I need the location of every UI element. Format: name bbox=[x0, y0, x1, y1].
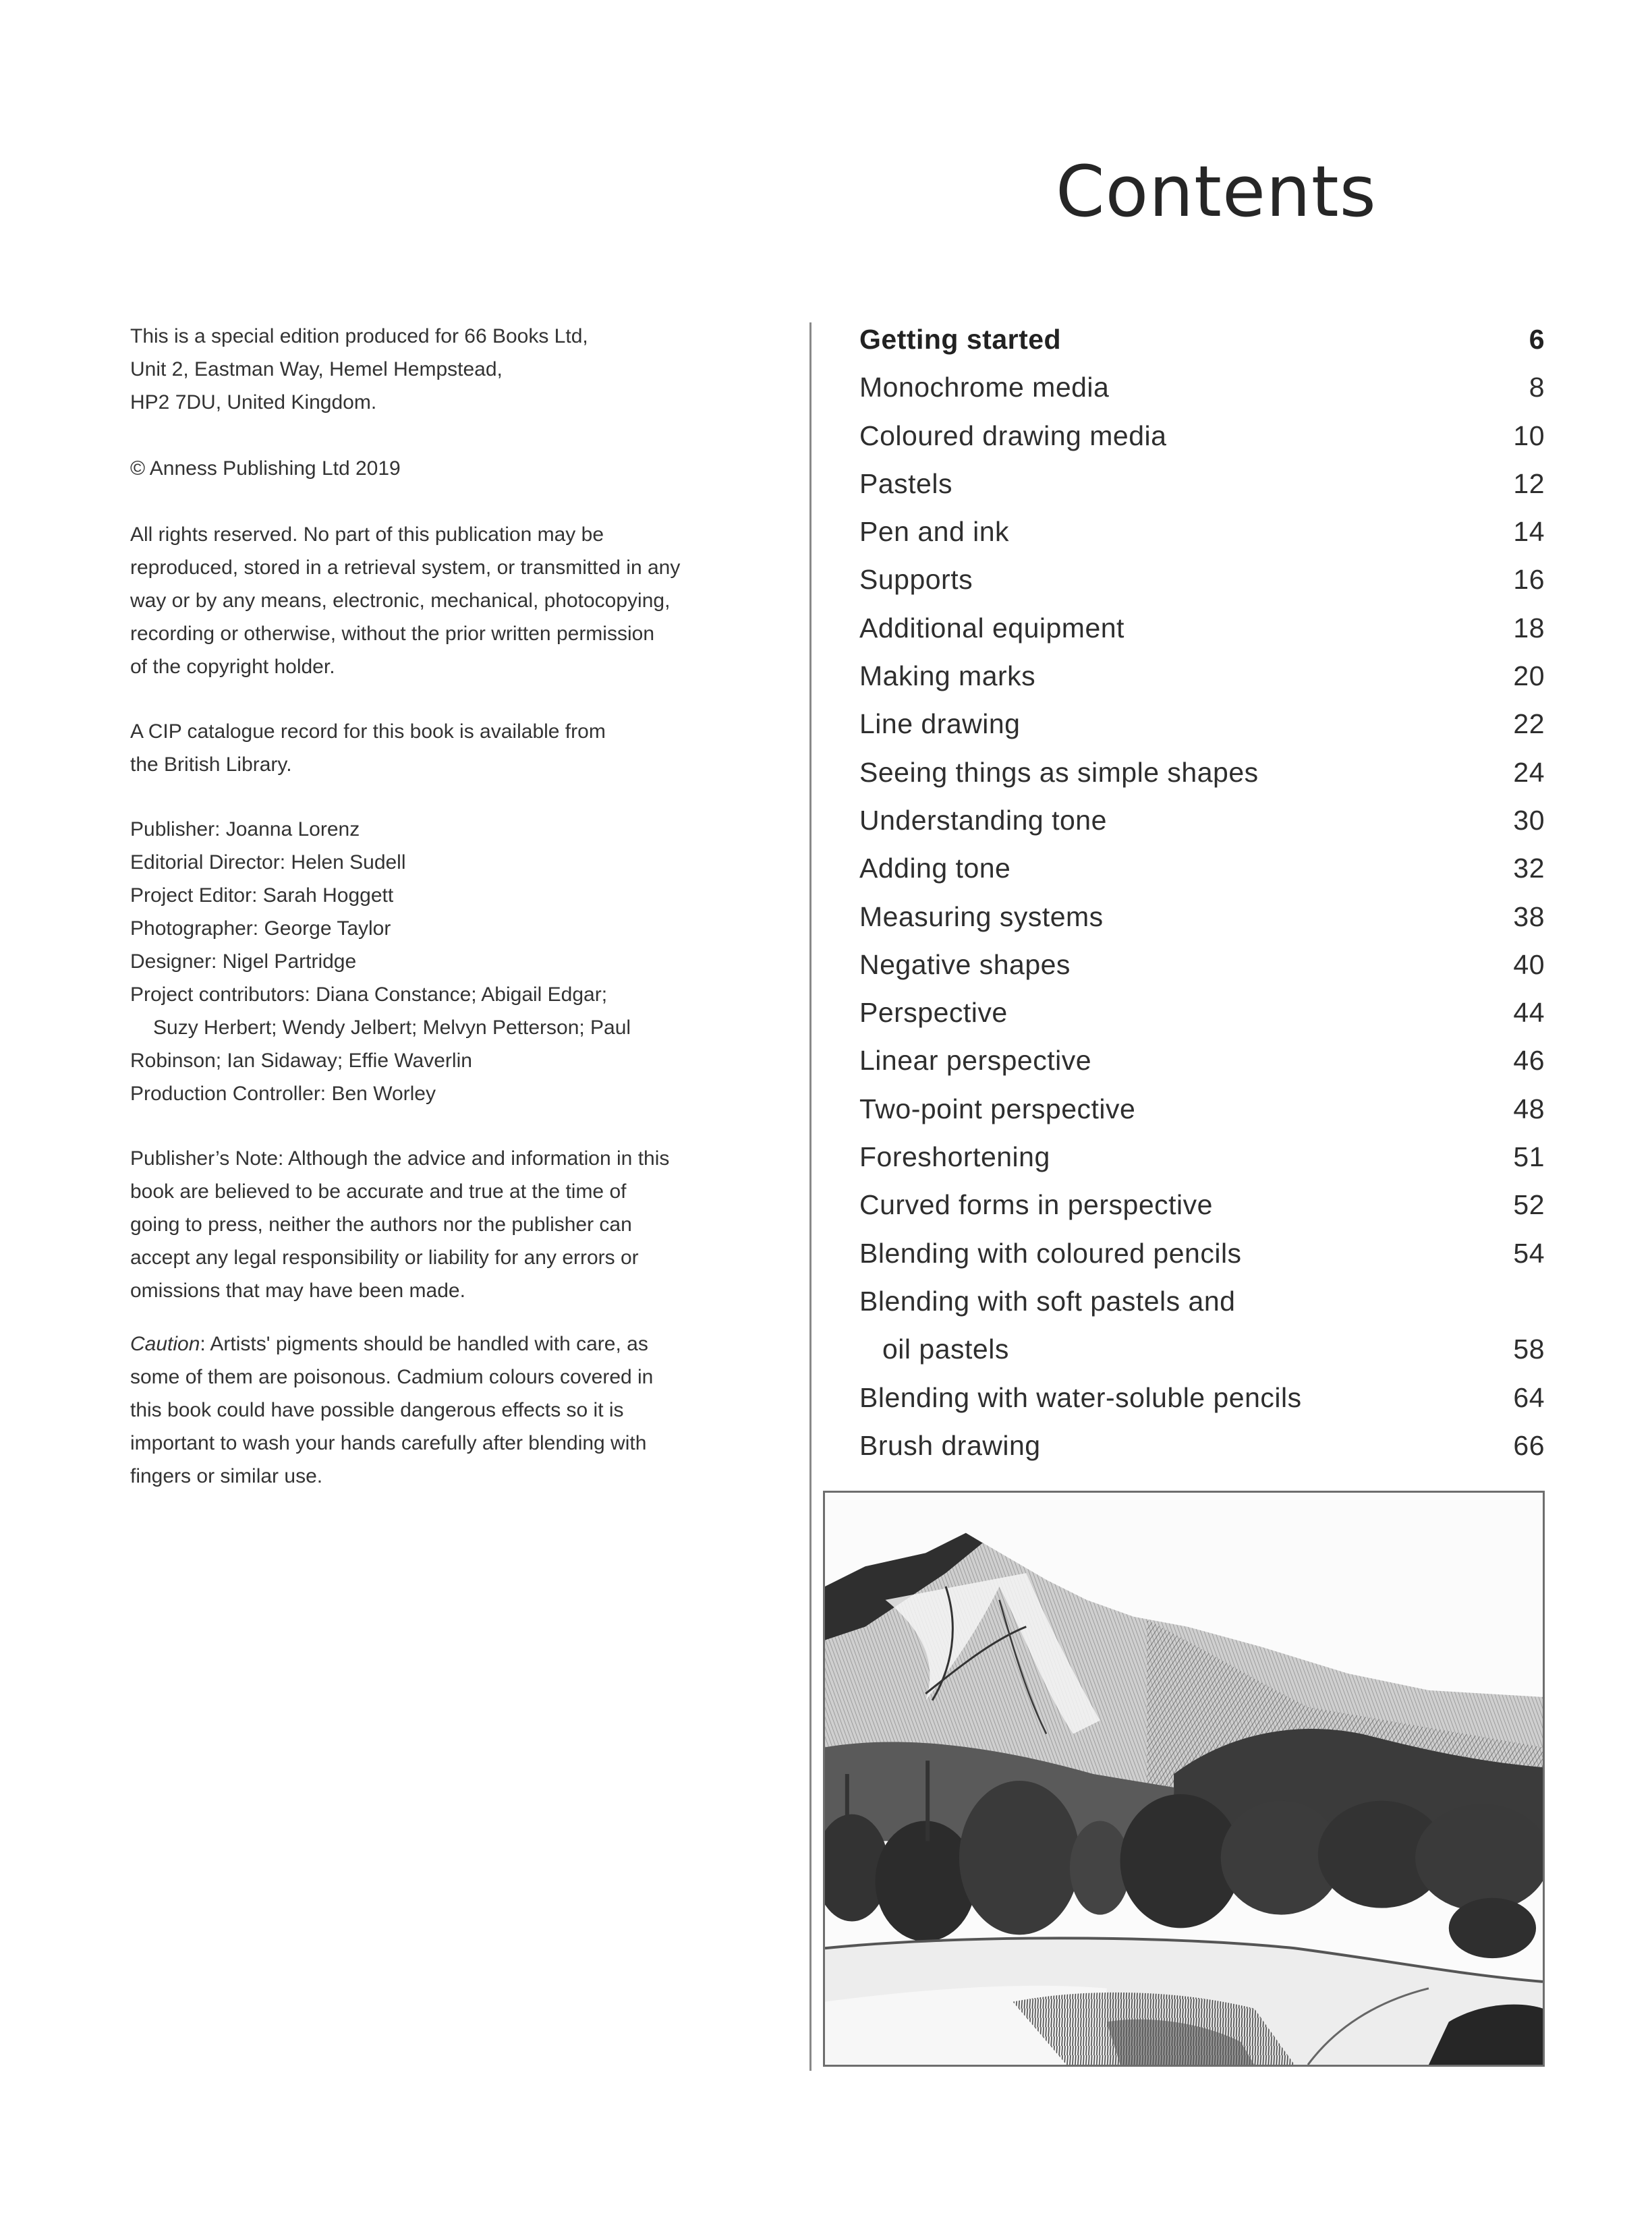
credit-line: Production Controller: Ben Worley bbox=[130, 1083, 436, 1105]
landscape-drawing-illustration bbox=[825, 1493, 1543, 2065]
toc-entry-page: 14 bbox=[1513, 516, 1545, 548]
toc-entry-page: 48 bbox=[1513, 1093, 1545, 1124]
note-line: accept any legal responsibility or liability for any errors or bbox=[130, 1247, 639, 1269]
rights-line: of the copyright holder. bbox=[130, 656, 335, 678]
toc-entry[interactable] bbox=[859, 893, 1545, 941]
toc-entry-title: Blending with soft pastels and bbox=[859, 1285, 1236, 1317]
caution-line bbox=[130, 1327, 778, 1361]
credit-line: Suzy Herbert; Wendy Jelbert; Melvyn Petterson; Paul bbox=[153, 1017, 631, 1039]
toc-entry-page: 18 bbox=[1513, 612, 1545, 643]
rights-line: reproduced, stored in a retrieval system, or transmitted in any bbox=[130, 556, 681, 579]
toc-entry-title: Supports bbox=[859, 564, 973, 596]
toc-entry-title: Understanding tone bbox=[859, 804, 1107, 836]
toc-entry[interactable] bbox=[859, 1422, 1545, 1470]
toc-entry-page: 16 bbox=[1513, 564, 1545, 596]
credit-line: Robinson; Ian Sidaway; Effie Waverlin bbox=[130, 1050, 472, 1072]
note-line: Publisher’s Note: Although the advice and information in this bbox=[130, 1147, 670, 1170]
toc-entry[interactable] bbox=[859, 364, 1545, 411]
toc-entry-title: Line drawing bbox=[859, 708, 1021, 740]
note-line: going to press, neither the authors nor the publisher can bbox=[130, 1213, 632, 1236]
toc-entry-title: Blending with coloured pencils bbox=[859, 1237, 1242, 1269]
toc-entry-title: Linear perspective bbox=[859, 1045, 1092, 1077]
toc-entry-page: 66 bbox=[1513, 1429, 1545, 1461]
edition-line: This is a special edition produced for 66 Books Ltd, bbox=[130, 325, 588, 347]
toc-entry-page: 64 bbox=[1513, 1381, 1545, 1413]
toc-entry-page: 10 bbox=[1513, 420, 1545, 451]
toc-entry-page: 54 bbox=[1513, 1237, 1545, 1269]
toc-entry[interactable] bbox=[859, 1037, 1545, 1085]
toc-entry-title: Making marks bbox=[859, 660, 1036, 692]
edition-notice bbox=[130, 320, 778, 419]
toc-entry-page: 38 bbox=[1513, 900, 1545, 932]
cip-line: the British Library. bbox=[130, 753, 292, 776]
toc-entry[interactable] bbox=[859, 845, 1545, 892]
toc-entry-title: Negative shapes bbox=[859, 948, 1071, 980]
toc-entry-page: 52 bbox=[1513, 1189, 1545, 1221]
toc-entry-title: Curved forms in perspective bbox=[859, 1189, 1213, 1221]
toc-entry[interactable] bbox=[859, 460, 1545, 508]
toc-entry-page: 32 bbox=[1513, 853, 1545, 884]
toc-entry[interactable] bbox=[859, 1181, 1545, 1229]
caution-label: Caution bbox=[130, 1333, 200, 1355]
toc-entry[interactable] bbox=[859, 749, 1545, 797]
toc-entry-page: 51 bbox=[1513, 1141, 1545, 1173]
caution-line: some of them are poisonous. Cadmium colours covered in bbox=[130, 1366, 654, 1388]
edition-line: Unit 2, Eastman Way, Hemel Hempstead, bbox=[130, 358, 503, 380]
credit-line: Photographer: George Taylor bbox=[130, 917, 391, 940]
toc-entry-page: 6 bbox=[1529, 324, 1545, 355]
toc-entry-page: 8 bbox=[1529, 372, 1545, 403]
toc-entry[interactable] bbox=[859, 1085, 1545, 1133]
toc-entry-title: Getting started bbox=[859, 324, 1062, 355]
caution-text: : Artists' pigments should be handled with care, as bbox=[200, 1333, 648, 1355]
toc-entry[interactable] bbox=[859, 604, 1545, 652]
table-of-contents bbox=[859, 316, 1545, 1470]
toc-entry[interactable] bbox=[859, 652, 1545, 700]
toc-entry[interactable] bbox=[859, 797, 1545, 845]
toc-entry[interactable] bbox=[859, 989, 1545, 1037]
credit-line: Publisher: Joanna Lorenz bbox=[130, 818, 360, 840]
credit-line: Designer: Nigel Partridge bbox=[130, 950, 357, 973]
toc-entry-title: Seeing things as simple shapes bbox=[859, 756, 1259, 788]
toc-entry-page: 22 bbox=[1513, 708, 1545, 740]
publishers-note bbox=[130, 1142, 778, 1307]
toc-entry-title-wrap bbox=[859, 1278, 1235, 1374]
caution-line: this book could have possible dangerous effects so it is bbox=[130, 1399, 624, 1421]
toc-entry-title: Additional equipment bbox=[859, 612, 1124, 643]
toc-entry-title: Pen and ink bbox=[859, 516, 1010, 548]
toc-entry-title: Blending with water-soluble pencils bbox=[859, 1381, 1302, 1413]
toc-entry[interactable] bbox=[859, 1133, 1545, 1181]
toc-entry-title: Monochrome media bbox=[859, 372, 1110, 403]
cip-notice bbox=[130, 715, 778, 781]
toc-entry-title: Perspective bbox=[859, 997, 1008, 1029]
toc-entry[interactable] bbox=[859, 1278, 1545, 1374]
rights-line: All rights reserved. No part of this publication may be bbox=[130, 523, 604, 546]
landscape-drawing bbox=[823, 1491, 1545, 2067]
toc-entry[interactable] bbox=[859, 700, 1545, 748]
column-divider bbox=[809, 322, 811, 2071]
toc-entry[interactable] bbox=[859, 941, 1545, 989]
imprint-column bbox=[130, 320, 778, 1493]
cip-line: A CIP catalogue record for this book is available from bbox=[130, 720, 606, 743]
rights-notice bbox=[130, 518, 778, 683]
toc-entry-title: Two-point perspective bbox=[859, 1093, 1136, 1124]
toc-entry-title-continued: oil pastels bbox=[882, 1334, 1009, 1365]
rights-line: recording or otherwise, without the prior written permission bbox=[130, 623, 654, 645]
rights-line: way or by any means, electronic, mechanical, photocopying, bbox=[130, 590, 671, 612]
edition-line: HP2 7DU, United Kingdom. bbox=[130, 391, 377, 413]
credit-line: Project Editor: Sarah Hoggett bbox=[130, 884, 394, 907]
toc-entry-title: Foreshortening bbox=[859, 1141, 1050, 1173]
toc-entry-page: 12 bbox=[1513, 467, 1545, 499]
credit-line: Editorial Director: Helen Sudell bbox=[130, 851, 406, 874]
toc-entry-page: 20 bbox=[1513, 660, 1545, 692]
caution-line: fingers or similar use. bbox=[130, 1465, 323, 1487]
page-title: Contents bbox=[1056, 150, 1377, 233]
toc-entry-page: 46 bbox=[1513, 1045, 1545, 1077]
credits-list bbox=[130, 813, 778, 1110]
toc-entry[interactable] bbox=[859, 1230, 1545, 1278]
caution-notice bbox=[130, 1327, 778, 1493]
toc-entry-page: 30 bbox=[1513, 804, 1545, 836]
note-line: omissions that may have been made. bbox=[130, 1280, 465, 1302]
toc-entry-page: 44 bbox=[1513, 997, 1545, 1029]
toc-entry[interactable] bbox=[859, 508, 1545, 556]
toc-entry[interactable] bbox=[859, 556, 1545, 604]
toc-entry-page: 58 bbox=[1513, 1334, 1545, 1365]
toc-entry[interactable] bbox=[859, 1374, 1545, 1422]
toc-entry[interactable] bbox=[859, 412, 1545, 460]
caution-line: important to wash your hands carefully after blending with bbox=[130, 1432, 647, 1454]
credit-line: Project contributors: Diana Constance; Abigail Edgar; bbox=[130, 983, 608, 1006]
toc-entry[interactable] bbox=[859, 316, 1545, 364]
toc-entry-title: Pastels bbox=[859, 467, 952, 499]
toc-entry-page: 40 bbox=[1513, 948, 1545, 980]
copyright-notice: © Anness Publishing Ltd 2019 bbox=[130, 457, 401, 480]
toc-entry-title: Adding tone bbox=[859, 853, 1011, 884]
toc-entry-title: Brush drawing bbox=[859, 1429, 1041, 1461]
toc-entry-title: Measuring systems bbox=[859, 900, 1104, 932]
toc-entry-page: 24 bbox=[1513, 756, 1545, 788]
note-line: book are believed to be accurate and true at the time of bbox=[130, 1180, 627, 1203]
toc-entry-title: Coloured drawing media bbox=[859, 420, 1167, 451]
